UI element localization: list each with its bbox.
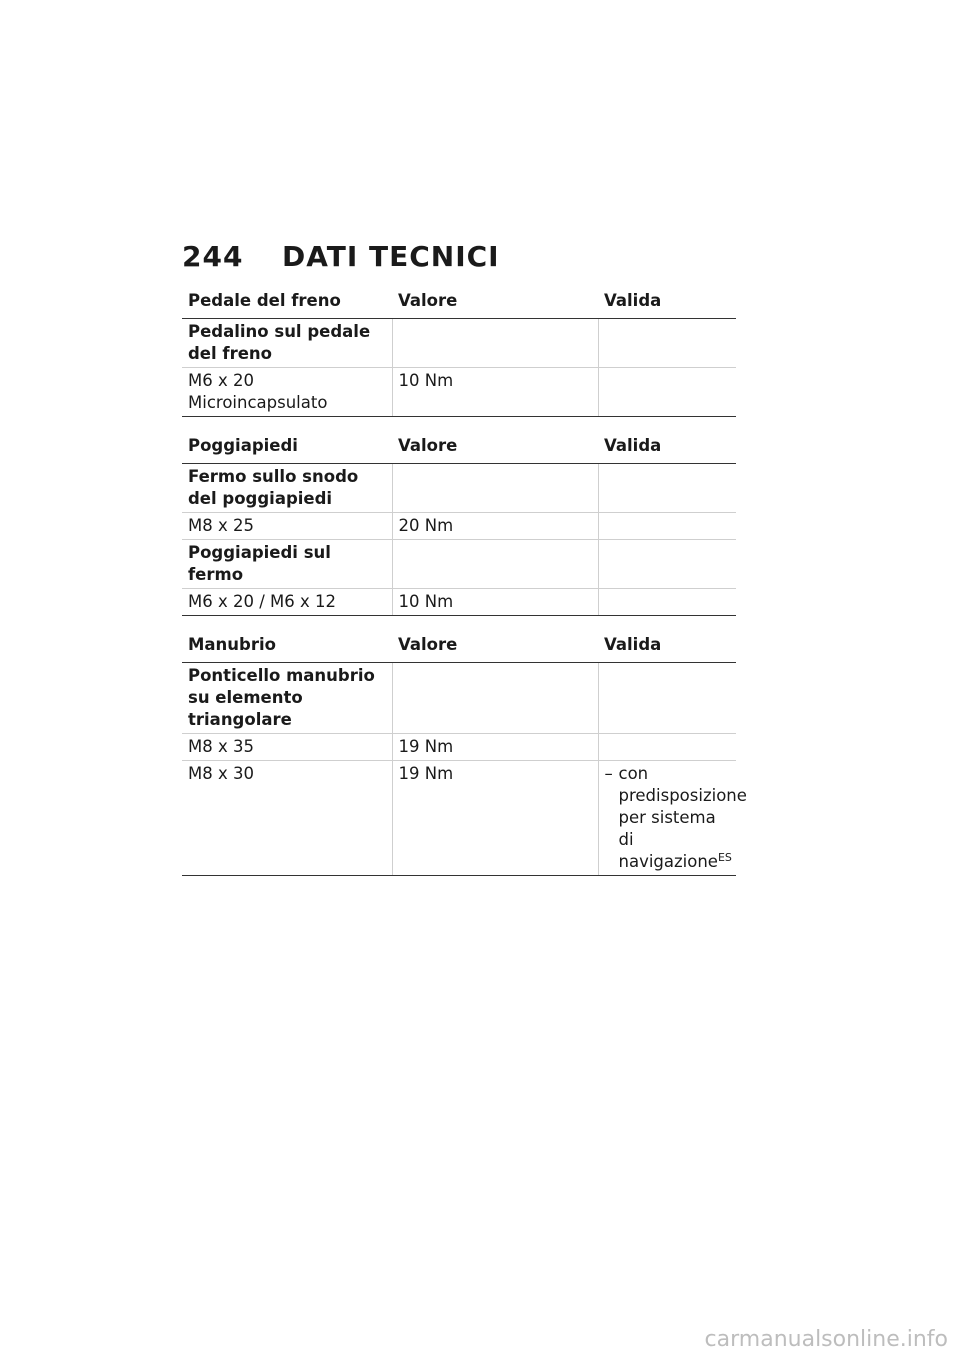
valid-cell [598, 761, 747, 876]
value-cell: 10 Nm [392, 589, 598, 616]
column-header-valid: Valida [598, 435, 736, 464]
table-row [182, 663, 736, 734]
component-cell [182, 368, 392, 417]
valid-cell [598, 464, 736, 513]
value-cell [392, 464, 598, 513]
value-cell [392, 540, 598, 589]
spec-content [182, 290, 747, 876]
valid-cell [598, 734, 736, 761]
column-header-valid: Valida [598, 634, 736, 663]
column-header-component: Manubrio [182, 634, 392, 663]
valid-cell [598, 663, 736, 734]
table-header-row [182, 435, 736, 464]
value-cell [392, 319, 598, 368]
table-row [182, 734, 736, 761]
page-title: DATI TECNICI [282, 240, 500, 273]
component-cell: Poggiapiedi sul fermo [182, 540, 392, 589]
footrest-table [182, 435, 736, 616]
table-header-row [182, 290, 736, 319]
table-row [182, 761, 736, 876]
column-header-value: Valore [392, 435, 598, 464]
page-header [182, 240, 500, 273]
valid-cell [598, 368, 736, 417]
component-cell: Fermo sullo snodo del poggiapiedi [182, 464, 392, 513]
column-header-value: Valore [392, 290, 598, 319]
component-cell: M8 x 30 [182, 761, 392, 876]
component-cell: M6 x 20 / M6 x 12 [182, 589, 392, 616]
brake-pedal-table [182, 290, 736, 417]
valid-cell [598, 319, 736, 368]
table-row [182, 464, 736, 513]
column-header-component: Poggiapiedi [182, 435, 392, 464]
column-header-valid: Valida [598, 290, 736, 319]
table-row [182, 513, 736, 540]
value-cell: 20 Nm [392, 513, 598, 540]
value-cell [392, 663, 598, 734]
valid-cell [598, 589, 736, 616]
table-row [182, 368, 736, 417]
screw-note: Microincapsulato [188, 393, 328, 412]
column-header-component: Pedale del freno [182, 290, 392, 319]
page-number: 244 [182, 240, 244, 273]
table-row [182, 589, 736, 616]
table-row [182, 540, 736, 589]
value-cell: 10 Nm [392, 368, 598, 417]
validity-condition [604, 763, 747, 873]
column-header-value: Valore [392, 634, 598, 663]
value-cell: 19 Nm [392, 761, 598, 876]
valid-cell [598, 513, 736, 540]
component-cell: M8 x 25 [182, 513, 392, 540]
component-cell: M8 x 35 [182, 734, 392, 761]
component-cell: Ponticello manubrio su elemento triangolare [182, 663, 392, 734]
valid-cell [598, 540, 736, 589]
watermark: carmanualsonline.info [704, 1327, 948, 1352]
list-dash: – [604, 764, 613, 783]
value-cell: 19 Nm [392, 734, 598, 761]
table-row [182, 319, 736, 368]
condition-text: con predisposizione per sistema di navigazione [618, 764, 747, 871]
table-header-row [182, 634, 736, 663]
handlebar-table [182, 634, 747, 876]
screw-size: M6 x 20 [188, 371, 254, 390]
component-cell: Pedalino sul pedale del freno [182, 319, 392, 368]
option-code-es: ES [717, 851, 732, 864]
